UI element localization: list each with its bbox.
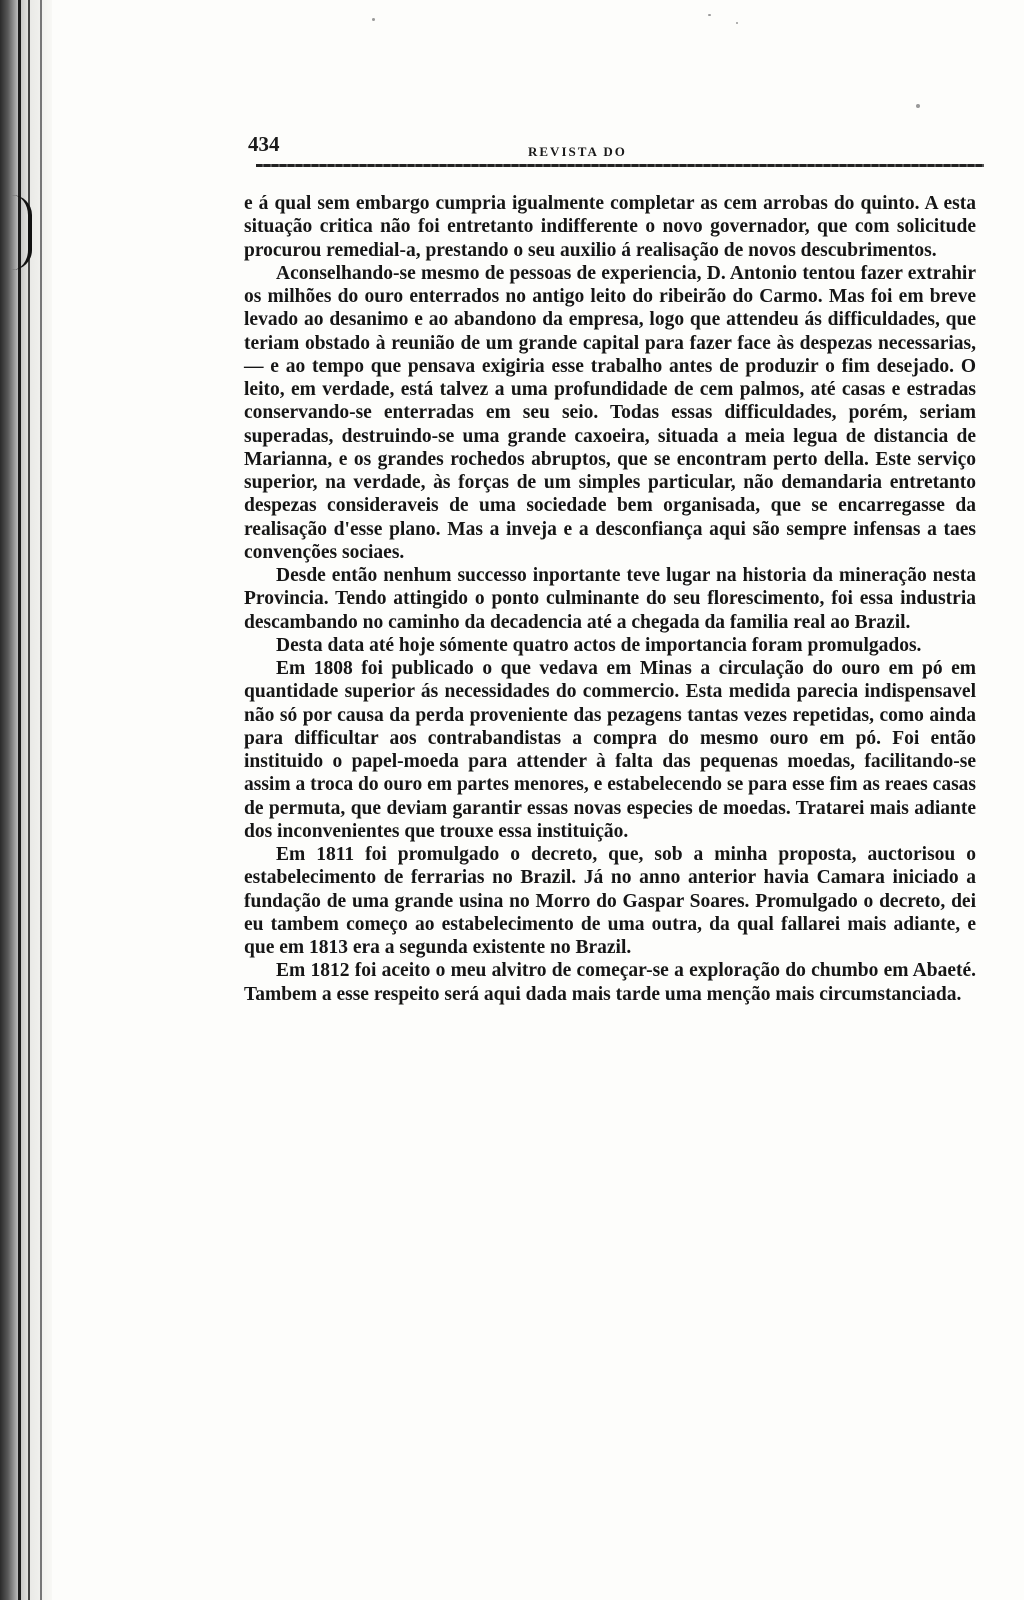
paragraph: Aconselhando-se mesmo de pessoas de experiencia, D. Antonio tentou fazer extrahir os milhões do ouro enterrados no antigo leito do ribeirão do Carmo. Mas foi em breve levado ao desanimo e ao abandono da empresa, logo que attendeu ás difficuldades, que teriam obstado à reunião de um grande capital para fazer face às despezas necessarias, — e ao tempo que pensava exigiria esse trabalho antes de produzir o fim desejado. O leito, em verdade, está talvez a uma profundidade de cem palmos, até casas e estradas conservando-se enterradas em seu seio. Todas essas difficuldades, porém, seriam superadas, destruindo-se uma grande caxoeira, situada a meia legua de distancia de Marianna, e os grandes rochedos abruptos, que se encontram perto della. Este serviço superior, na verdade, às forças de um simples particular, não demandaria entretanto despezas consideraveis de uma sociedade bem organisada, que se encarregasse da realisação d'esse plano. Mas a inveja e a desconfiança aqui são sempre infensas a taes convenções sociaes.	[244, 262, 976, 563]
running-title: REVISTA DO	[528, 144, 627, 159]
header-rule	[256, 164, 984, 167]
binding-bracket-mark	[12, 195, 32, 270]
paragraph: Em 1812 foi aceito o meu alvitro de começar-se a exploração do chumbo em Abaeté. Tambem a esse respeito será aqui dada mais tarde uma menção mais circumstanciada.	[244, 960, 976, 1005]
paragraph: Em 1811 foi promulgado o decreto, que, sob a minha proposta, auctorisou o estabelecimento de ferrarias no Brazil. Já no anno anterior havia Camara iniciado a fundação de uma grande usina no Morro do Gaspar Soares. Promulgado o decreto, dei eu tambem começo ao estabelecimento de uma outra, da qual fallarei mais adiante, e que em 1813 era a segunda existente no Brazil.	[244, 844, 976, 958]
paragraph: Desde então nenhum successo inportante teve lugar na historia da mineração nesta Provincia. Tendo attingido o ponto culminante do seu florescimento, foi essa industria descambando no caminho da decadencia até a chegada da familia real ao Brazil.	[244, 565, 976, 633]
scan-speck	[916, 104, 920, 108]
paragraph: e á qual sem embargo cumpria igualmente completar as cem arrobas do quinto. A esta situação critica não foi entretanto indifferente o novo governador, que com solicitude procurou remedial-a, prestando o seu auxilio á realisação de novos descubrimentos.	[244, 193, 976, 261]
page-number: 434	[248, 132, 280, 156]
paragraph: Desta data até hoje sómente quatro actos de importancia foram promulgados.	[276, 634, 922, 656]
binding-shadow-line	[40, 0, 42, 1600]
body-text	[244, 192, 976, 1006]
scan-speck	[736, 22, 738, 24]
paragraph: Em 1808 foi publicado o que vedava em Minas a circulação do ouro em pó em quantidade superior ás necessidades do commercio. Esta medida parecia indispensavel não só por causa da perda proveniente das pezagens tantas vezes repetidas, como ainda para difficultar aos contrabandistas a compra do mesmo ouro em pó. Foi então instituido o papel-moeda para attender à falta das pequenas moedas, facilitando-se assim a troca do ouro em partes menores, e estabelecendo se para esse fim as reaes casas de permuta, que deviam garantir essas novas especies de moedas. Tratarei mais adiante dos inconvenientes que trouxe essa instituição.	[244, 658, 976, 842]
scan-speck	[708, 14, 711, 16]
scan-speck	[372, 18, 375, 21]
page-header	[248, 124, 984, 172]
